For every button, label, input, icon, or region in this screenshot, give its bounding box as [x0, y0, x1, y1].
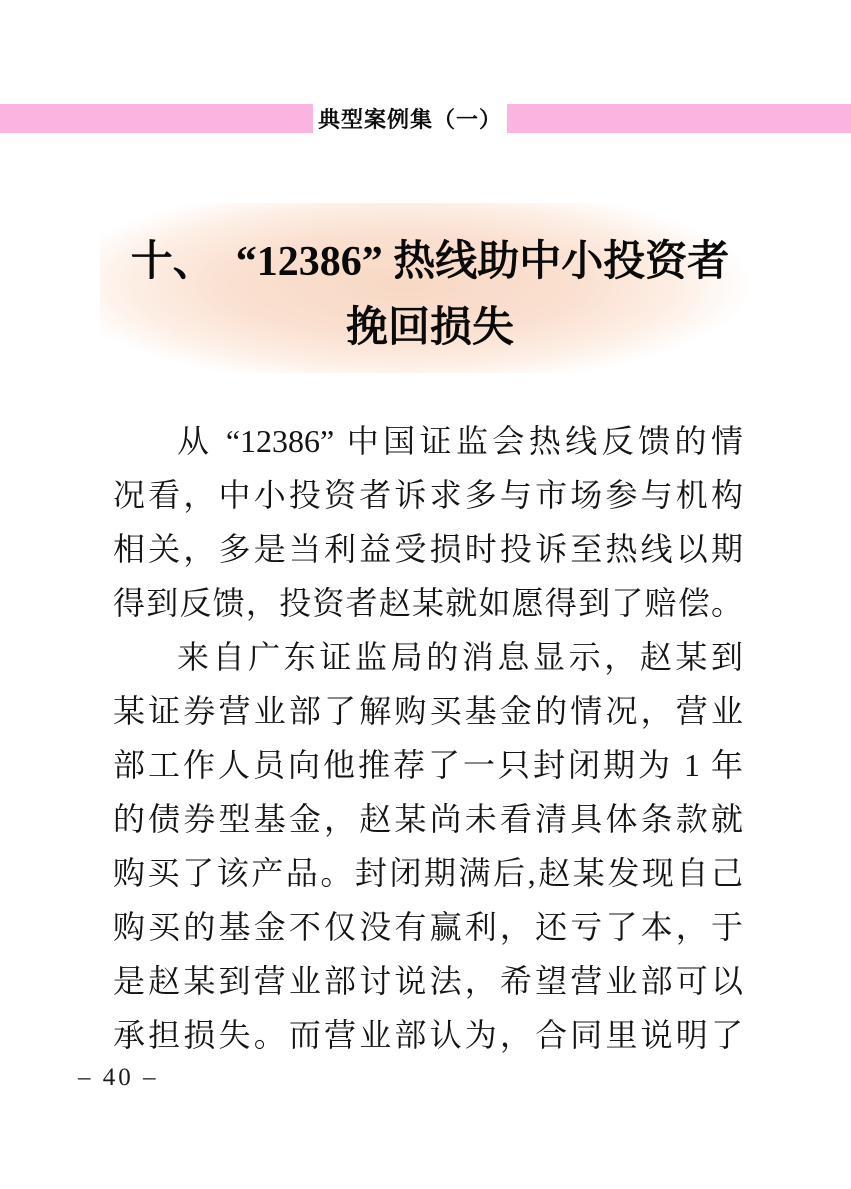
body-line: 相关，多是当利益受损时投诉至热线以期 [113, 531, 743, 567]
body-line: 得到反馈，投资者赵某就如愿得到了赔偿。 [113, 585, 743, 621]
body-line: 购买了该产品。封闭期满后,赵某发现自己 [113, 855, 743, 891]
chapter-title-line-1: 十、 “12386” 热线助中小投资者 [130, 239, 730, 285]
body-line: 某证券营业部了解购买基金的情况，营业 [113, 693, 743, 729]
body-line: 承担损失。而营业部认为，合同里说明了 [113, 1017, 743, 1053]
header-rule-left [0, 104, 313, 133]
body-line: 从 “12386” 中国证监会热线反馈的情 [177, 423, 743, 459]
running-head-title: 典型案例集（一） [317, 107, 502, 132]
body-line: 的债券型基金，赵某尚未看清具体条款就 [113, 801, 743, 837]
body-text [113, 414, 743, 1062]
body-line: 部工作人员向他推荐了一只封闭期为 1 年 [113, 747, 743, 783]
body-line: 是赵某到营业部讨说法，希望营业部可以 [113, 963, 743, 999]
chapter-title-banner [100, 203, 760, 373]
header-rule-right [507, 104, 851, 133]
body-line: 况看，中小投资者诉求多与市场参与机构 [113, 477, 743, 513]
page-number: – 40 – [78, 1064, 159, 1091]
chapter-title-line-2: 挽回损失 [345, 305, 514, 351]
running-head [0, 104, 851, 133]
body-line: 购买的基金不仅没有赢利，还亏了本，于 [113, 909, 743, 945]
body-line: 来自广东证监局的消息显示，赵某到 [177, 639, 743, 675]
